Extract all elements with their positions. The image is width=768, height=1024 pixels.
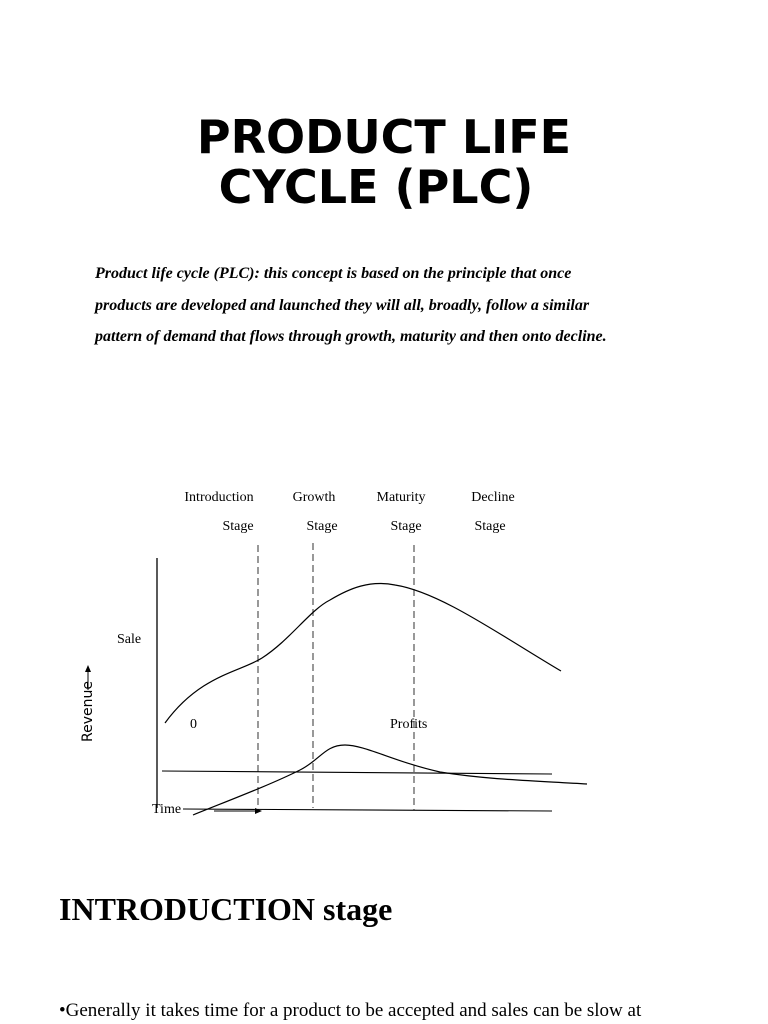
sales-curve xyxy=(165,583,561,723)
stage-label-introduction: Stage xyxy=(222,519,254,534)
sale-label: Sale xyxy=(117,632,142,647)
stage-name-growth: Growth xyxy=(292,490,336,505)
revenue-label: Revenue xyxy=(80,681,96,742)
intro-paragraph xyxy=(95,258,659,353)
zero-baseline xyxy=(162,771,552,774)
intro-line-3: pattern of demand that flows through growth, maturity and then onto decline. xyxy=(95,328,607,345)
plc-chart xyxy=(0,470,768,830)
title-line-1: PRODUCT LIFE xyxy=(196,110,572,164)
stage-label-growth: Stage xyxy=(306,519,338,534)
page-title xyxy=(0,112,768,212)
stage-name-maturity: Maturity xyxy=(376,490,426,505)
stage-name-decline: Decline xyxy=(471,490,515,505)
profits-label: Profits xyxy=(390,717,428,732)
time-label: Time xyxy=(152,802,182,817)
stage-label-decline: Stage xyxy=(474,519,506,534)
bullet-text: •Generally it takes time for a product to be accepted and sales can be slow at xyxy=(59,1000,642,1021)
stage-name-introduction: Introduction xyxy=(184,490,254,505)
section-heading: INTRODUCTION stage xyxy=(59,891,393,927)
intro-line-1: Product life cycle (PLC): this concept is based on the principle that once xyxy=(95,265,572,282)
origin-label: 0 xyxy=(190,717,197,732)
revenue-arrow-head xyxy=(85,665,91,672)
title-line-2: CYCLE (PLC) xyxy=(218,160,534,214)
intro-line-2: products are developed and launched they will all, broadly, follow a similar xyxy=(95,296,590,314)
stage-label-maturity: Stage xyxy=(390,519,422,534)
profits-curve xyxy=(193,745,587,815)
